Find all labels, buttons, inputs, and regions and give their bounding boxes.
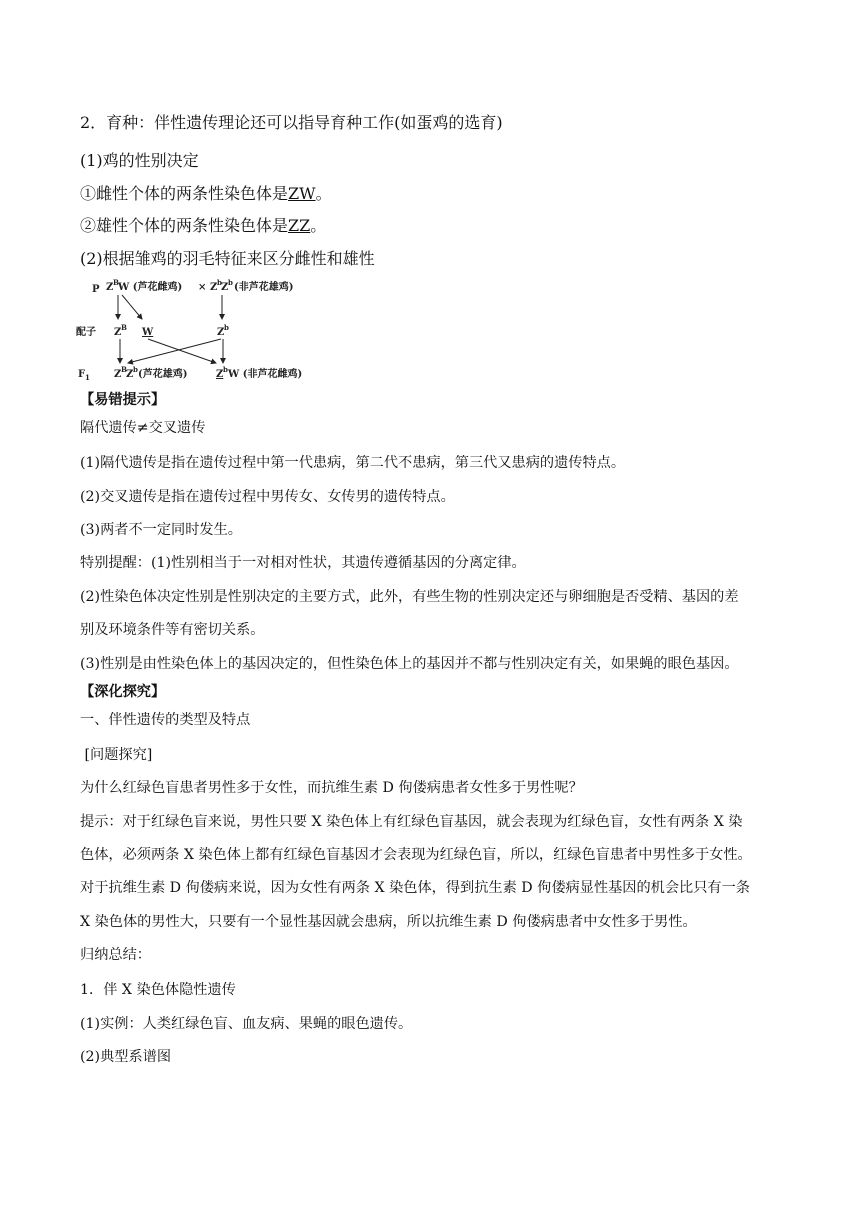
item-male-chromosomes xyxy=(80,213,326,236)
explore-answer-1: 提示：对于红绿色盲来说，男性只要 X 染色体上有红绿色盲基因，就会表现为红绿色盲，女性有两条 X 染 xyxy=(80,814,743,830)
f1-male-sup1: B xyxy=(121,365,127,374)
p-male-z1: Z xyxy=(210,282,218,293)
summary-item-1: 1．伴 X 染色体隐性遗传 xyxy=(80,982,236,998)
summary-label: 归纳总结： xyxy=(80,947,151,963)
summary-item-3: (2)典型系谱图 xyxy=(80,1049,172,1065)
gamete-zb-sup: B xyxy=(121,323,127,332)
f1-male-sup2: b xyxy=(133,365,138,374)
tips-line-5: 特别提醒：(1)性别相当于一对相对性状，其遗传遵循基因的分离定律。 xyxy=(80,555,526,571)
gamete-zb: Z xyxy=(114,327,122,338)
subheading-sex-determination: (1)鸡的性别决定 xyxy=(80,151,199,170)
p-male-z2: Z xyxy=(221,282,229,293)
f1-male-z2: Z xyxy=(126,369,134,380)
explore-answer-4: X 染色体的男性大，只要有一个显性基因就会患病，所以抗维生素 D 佝偻病患者中女性多于男性。 xyxy=(80,914,697,930)
cross-symbol: × xyxy=(198,282,207,293)
tips-title: 【易错提示】 xyxy=(80,392,166,408)
gamete-label: 配子 xyxy=(76,327,96,338)
p-label: P xyxy=(92,284,100,295)
tips-line-3: (2)交叉遗传是指在遗传过程中男传女、女传男的遗传特点。 xyxy=(80,489,455,505)
explore-answer-2: 色体，必须两条 X 染色体上都有红绿色盲基因才会表现为红绿色盲，所以，红绿色盲患者中男性多于女性。 xyxy=(80,847,752,863)
f1-male-rest: (芦花雄鸡) xyxy=(138,369,188,380)
gamete-zb-male: Z xyxy=(217,327,225,338)
subheading-feather-sexing: (2)根据雏鸡的羽毛特征来区分雌性和雄性 xyxy=(80,249,375,268)
explore-problem-label: [问题探究] xyxy=(80,747,153,763)
item-punct: 。 xyxy=(310,216,327,235)
p-female-rest: W (芦花雌鸡) xyxy=(118,282,183,293)
answer-zz: ZZ xyxy=(288,216,311,235)
tips-line-4: (3)两者不一定同时发生。 xyxy=(80,522,242,538)
explore-title: 【深化探究】 xyxy=(80,684,166,700)
p-female-sup: B xyxy=(113,278,119,287)
answer-zw: ZW xyxy=(288,184,316,203)
f1-female-rest: W (非芦花雌鸡) xyxy=(228,369,303,380)
explore-section-1: 一、伴性遗传的类型及特点 xyxy=(80,712,251,728)
tips-line-1: 隔代遗传≠交叉遗传 xyxy=(80,420,206,436)
explore-question: 为什么红绿色盲患者男性多于女性，而抗维生素 D 佝偻病患者女性多于男性呢？ xyxy=(80,780,583,796)
item-text: ①雌性个体的两条性染色体是 xyxy=(80,184,289,203)
item-punct: 。 xyxy=(315,184,332,203)
f1-male-z1: Z xyxy=(114,369,122,380)
item-female-chromosomes xyxy=(80,181,332,204)
p-male-rest: (非芦花雄鸡) xyxy=(234,282,294,293)
f1-sub: 1 xyxy=(85,373,90,382)
p-male-sup2: b xyxy=(228,278,233,287)
section-heading: 2．育种：伴性遗传理论还可以指导育种工作(如蛋鸡的选育) xyxy=(80,113,503,132)
p-male-sup1: b xyxy=(217,278,222,287)
item-text: ②雄性个体的两条性染色体是 xyxy=(80,216,289,235)
tips-line-6b: 别及环境条件等有密切关系。 xyxy=(80,622,265,638)
gamete-zb-male-sup: b xyxy=(224,323,229,332)
gamete-w: W xyxy=(142,327,154,338)
p-female-z: Z xyxy=(106,282,114,293)
explore-answer-3: 对于抗维生素 D 佝偻病来说，因为女性有两条 X 染色体，得到抗生素 D 佝偻病显性基因的机会比只有一条 xyxy=(80,880,750,896)
f1-label: F xyxy=(78,369,86,380)
arrow-p-g2 xyxy=(122,295,142,319)
tips-line-7: (3)性别是由性染色体上的基因决定的，但性染色体上的基因并不都与性别决定有关，如果蝇的眼色基因。 xyxy=(80,656,739,672)
f1-female-z: Z xyxy=(216,369,224,380)
cross-diagram xyxy=(76,275,316,385)
f1-female-sup: b xyxy=(223,365,228,374)
tips-line-6a: (2)性染色体决定性别是性别决定的主要方式，此外，有些生物的性别决定还与卵细胞是否受精、基因的差 xyxy=(80,589,739,605)
tips-line-2: (1)隔代遗传是指在遗传过程中第一代患病，第二代不患病，第三代又患病的遗传特点。 xyxy=(80,455,626,471)
summary-item-2: (1)实例：人类红绿色盲、血友病、果蝇的眼色遗传。 xyxy=(80,1016,413,1032)
